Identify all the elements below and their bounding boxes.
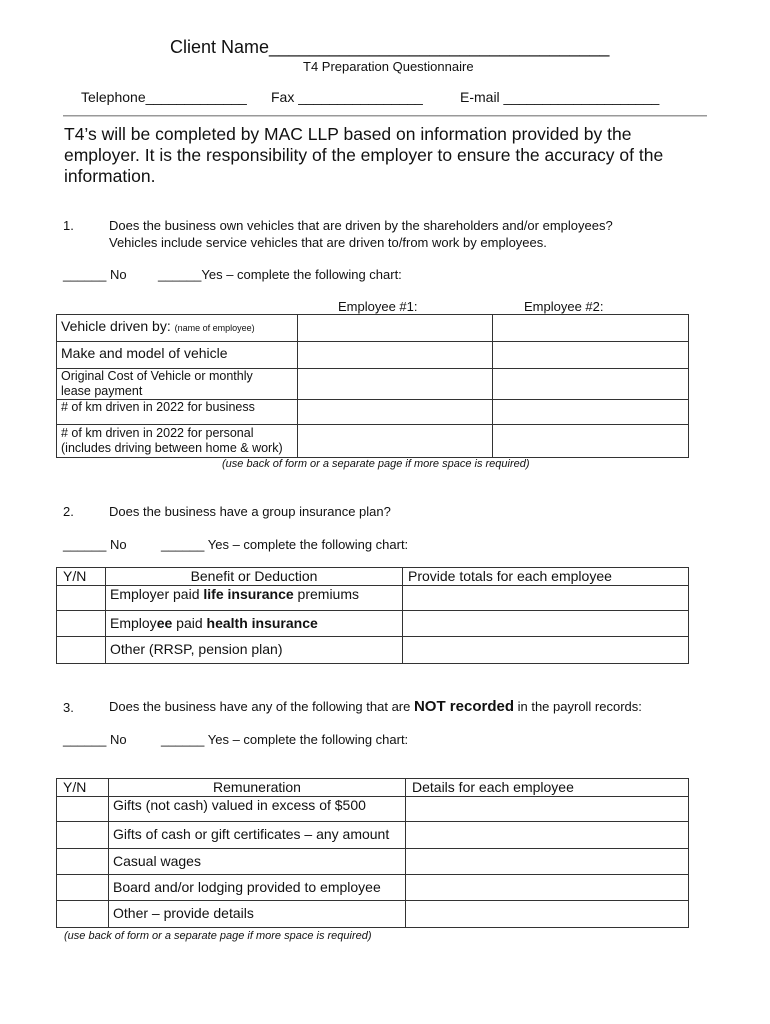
- q3-number: 3.: [63, 700, 74, 715]
- km-personal-emp2[interactable]: [493, 425, 689, 458]
- remuneration-yn[interactable]: [57, 797, 109, 822]
- life-insurance-label: Employer paid life insurance premiums: [106, 586, 403, 611]
- vehicle-driven-row: [57, 315, 689, 342]
- remuneration-col-yn: Y/N: [57, 779, 109, 797]
- q1-col-employee-2: Employee #2:: [524, 299, 604, 314]
- q2-question: Does the business have a group insurance plan?: [109, 504, 391, 519]
- life-insurance-row: [57, 586, 689, 611]
- vehicle-driven-text: Vehicle driven by:: [61, 318, 171, 334]
- make-model-label: Make and model of vehicle: [57, 342, 298, 369]
- km-business-row: [57, 400, 689, 425]
- remuneration-row: [57, 849, 689, 875]
- q1-space-note: (use back of form or a separate page if more space is required): [222, 458, 530, 470]
- telephone-field[interactable]: Telephone_____________: [81, 89, 247, 105]
- intro-line-3: information.: [64, 166, 156, 186]
- vehicle-driven-note: (name of employee): [174, 323, 255, 333]
- remuneration-header-row: [57, 779, 689, 797]
- vehicle-driven-emp1[interactable]: [298, 315, 493, 342]
- remuneration-details[interactable]: [406, 901, 689, 928]
- km-personal-label: [57, 425, 298, 458]
- make-model-emp1[interactable]: [298, 342, 493, 369]
- vehicle-table: [56, 314, 689, 458]
- vehicle-driven-emp2[interactable]: [493, 315, 689, 342]
- insurance-col-benefit: Benefit or Deduction: [106, 568, 403, 586]
- remuneration-row: [57, 901, 689, 928]
- fax-field[interactable]: Fax ________________: [271, 89, 423, 105]
- q2-number: 2.: [63, 504, 74, 519]
- q1-col-employee-1: Employee #1:: [338, 299, 418, 314]
- q2-yes-option[interactable]: ______ Yes – complete the following chart:: [161, 537, 409, 552]
- q1-no-option[interactable]: ______ No: [63, 267, 127, 282]
- cost-emp2[interactable]: [493, 369, 689, 400]
- insurance-header-row: [57, 568, 689, 586]
- cost-label-line-2: lease payment: [61, 384, 143, 398]
- remuneration-table: [56, 778, 689, 928]
- remuneration-yn[interactable]: [57, 875, 109, 901]
- cost-row: [57, 369, 689, 400]
- insurance-col-totals: Provide totals for each employee: [403, 568, 689, 586]
- q1-question-line-2: Vehicles include service vehicles that are driven to/from work by employees.: [109, 235, 547, 250]
- client-name-field[interactable]: Client Name__________________________________: [170, 37, 610, 57]
- remuneration-row: [57, 822, 689, 849]
- remuneration-details[interactable]: [406, 875, 689, 901]
- intro-line-2: employer. It is the responsibility of the employer to ensure the accuracy of the: [64, 145, 664, 165]
- life-insurance-totals[interactable]: [403, 586, 689, 611]
- km-personal-line-1: # of km driven in 2022 for personal: [61, 426, 254, 440]
- remuneration-row: [57, 875, 689, 901]
- km-personal-line-2: (includes driving between home & work): [61, 441, 283, 455]
- remuneration-yn[interactable]: [57, 822, 109, 849]
- intro-line-1: T4’s will be completed by MAC LLP based on information provided by the: [64, 124, 632, 144]
- remuneration-row: [57, 797, 689, 822]
- q1-yes-option[interactable]: ______Yes – complete the following chart:: [158, 267, 402, 282]
- insurance-col-yn: Y/N: [57, 568, 106, 586]
- q3-space-note: (use back of form or a separate page if more space is required): [64, 930, 372, 942]
- q2-no-option[interactable]: ______ No: [63, 537, 127, 552]
- q1-number: 1.: [63, 218, 74, 233]
- q3-question: Does the business have any of the following that are NOT recorded in the payroll records:: [109, 698, 642, 715]
- km-personal-row: [57, 425, 689, 458]
- header-divider: [63, 115, 707, 117]
- health-insurance-row: [57, 611, 689, 637]
- remuneration-label: Other – provide details: [109, 901, 406, 928]
- insurance-table: [56, 567, 689, 664]
- cost-label-line-1: Original Cost of Vehicle or monthly: [61, 369, 253, 383]
- remuneration-details[interactable]: [406, 797, 689, 822]
- remuneration-yn[interactable]: [57, 901, 109, 928]
- other-benefit-totals[interactable]: [403, 637, 689, 664]
- form-subtitle: T4 Preparation Questionnaire: [303, 59, 474, 74]
- other-benefit-label: Other (RRSP, pension plan): [106, 637, 403, 664]
- remuneration-yn[interactable]: [57, 849, 109, 875]
- cost-label: [57, 369, 298, 400]
- km-business-emp1[interactable]: [298, 400, 493, 425]
- life-insurance-yn[interactable]: [57, 586, 106, 611]
- health-insurance-label: Employee paid health insurance: [106, 611, 403, 637]
- other-benefit-row: [57, 637, 689, 664]
- remuneration-col-type: Remuneration: [109, 779, 406, 797]
- q3-no-option[interactable]: ______ No: [63, 732, 127, 747]
- health-insurance-totals[interactable]: [403, 611, 689, 637]
- make-model-emp2[interactable]: [493, 342, 689, 369]
- email-field[interactable]: E-mail ____________________: [460, 89, 660, 105]
- km-business-emp2[interactable]: [493, 400, 689, 425]
- remuneration-details[interactable]: [406, 822, 689, 849]
- remuneration-details[interactable]: [406, 849, 689, 875]
- remuneration-col-details: Details for each employee: [406, 779, 689, 797]
- remuneration-label: Gifts of cash or gift certificates – any amount: [109, 822, 406, 849]
- cost-emp1[interactable]: [298, 369, 493, 400]
- remuneration-label: Gifts (not cash) valued in excess of $500: [109, 797, 406, 822]
- health-insurance-yn[interactable]: [57, 611, 106, 637]
- make-model-row: [57, 342, 689, 369]
- km-personal-emp1[interactable]: [298, 425, 493, 458]
- q1-question-line-1: Does the business own vehicles that are driven by the shareholders and/or employees?: [109, 218, 613, 233]
- remuneration-label: Casual wages: [109, 849, 406, 875]
- other-benefit-yn[interactable]: [57, 637, 106, 664]
- remuneration-label: Board and/or lodging provided to employee: [109, 875, 406, 901]
- vehicle-driven-label: [57, 315, 298, 342]
- q3-yes-option[interactable]: ______ Yes – complete the following chart:: [161, 732, 409, 747]
- km-business-label: # of km driven in 2022 for business: [57, 400, 298, 425]
